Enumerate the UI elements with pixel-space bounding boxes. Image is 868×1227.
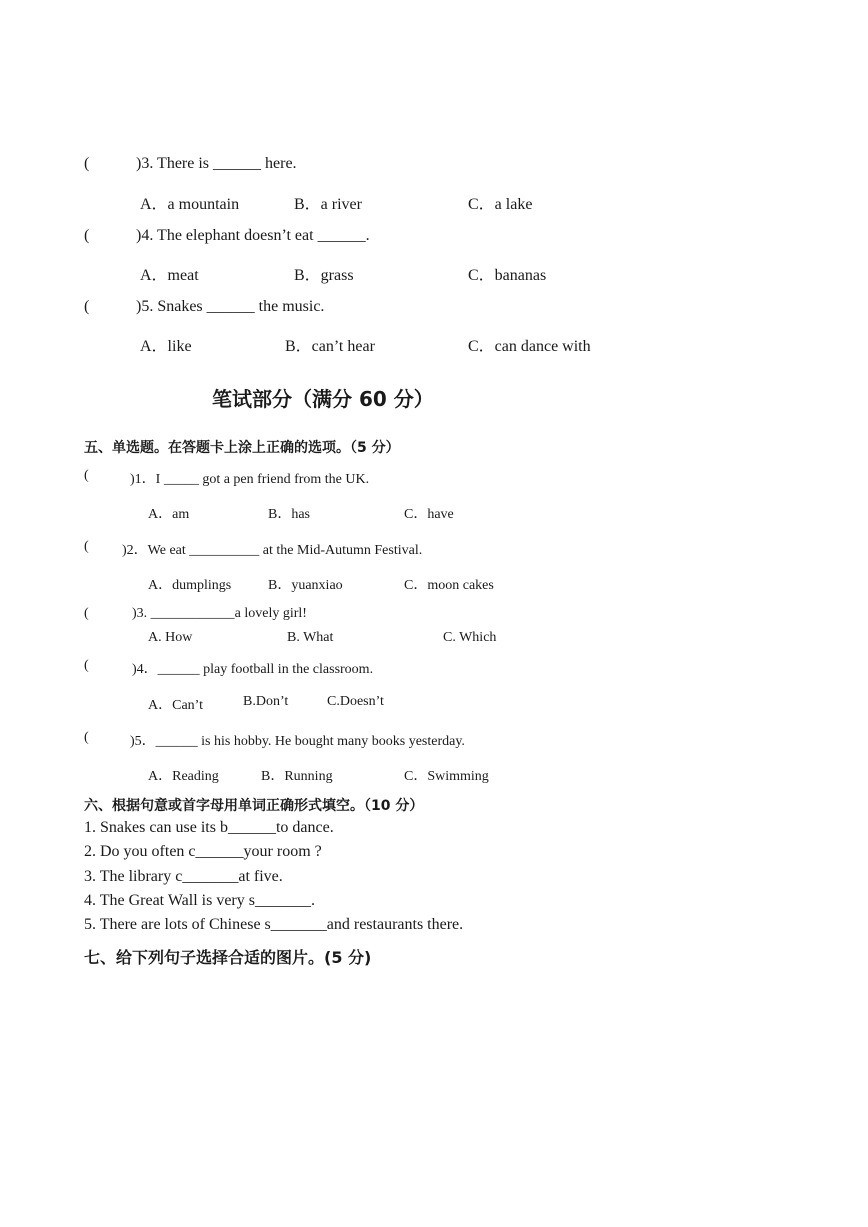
answer-paren: ( [84,227,90,244]
option-b: B．grass [294,267,354,284]
section5-heading: 五、单选题。在答题卡上涂上正确的选项。（5 分） [84,440,400,456]
option-b: B．a river [294,196,362,213]
question-text: )5. Snakes ______ the music. [136,298,325,315]
option-a: A．dumplings [148,578,232,593]
option-b: B．has [268,507,310,522]
option-c: C．can dance with [468,338,591,355]
option-b: B.Don’t [243,694,289,709]
option-c: C．have [404,507,454,522]
option-b: B．can’t hear [285,338,375,355]
fill-item-4: 4. The Great Wall is very s_______. [84,892,315,909]
answer-paren: ( [84,658,89,673]
option-b: B. What [287,630,334,645]
option-a: A．like [140,338,192,355]
option-c: C．moon cakes [404,578,494,593]
fill-item-3: 3. The library c_______at five. [84,868,283,885]
answer-paren: ( [84,539,89,554]
section7-heading: 七、给下列句子选择合适的图片。(5 分) [84,948,372,967]
option-a: A．a mountain [140,196,240,213]
option-c: C. Which [443,630,497,645]
answer-paren: ( [84,606,89,621]
option-a: A．am [148,507,190,522]
written-part-title: 笔试部分（满分 60 分） [212,387,434,411]
answer-paren: ( [84,155,90,172]
question-text: )5．______ is his hobby. He bought many books yesterday. [130,734,465,749]
question-text: )3. There is ______ here. [136,155,297,172]
option-c: C.Doesn’t [327,694,384,709]
question-text: )4．______ play football in the classroom. [132,662,374,677]
fill-item-2: 2. Do you often c______your room ? [84,843,322,860]
option-a: A．Reading [148,769,219,784]
option-a: A．meat [140,267,199,284]
answer-paren: ( [84,468,89,483]
question-text: )2．We eat __________ at the Mid-Autumn Festival. [122,543,423,558]
option-b: B．yuanxiao [268,578,343,593]
section6-heading: 六、根据句意或首字母用单词正确形式填空。（10 分） [84,798,424,814]
question-text: )4. The elephant doesn’t eat ______. [136,227,370,244]
option-a: A．Can’t [148,698,203,713]
option-c: C．bananas [468,267,547,284]
fill-item-5: 5. There are lots of Chinese s_______and restaurants there. [84,916,464,933]
option-a: A. How [148,630,193,645]
answer-paren: ( [84,298,90,315]
option-c: C．a lake [468,196,533,213]
option-c: C．Swimming [404,769,489,784]
question-text: )1．I _____ got a pen friend from the UK. [130,472,370,487]
question-text: )3. ____________a lovely girl! [132,606,307,621]
fill-item-1: 1. Snakes can use its b______to dance. [84,819,334,836]
option-b: B．Running [261,769,333,784]
answer-paren: ( [84,730,89,745]
